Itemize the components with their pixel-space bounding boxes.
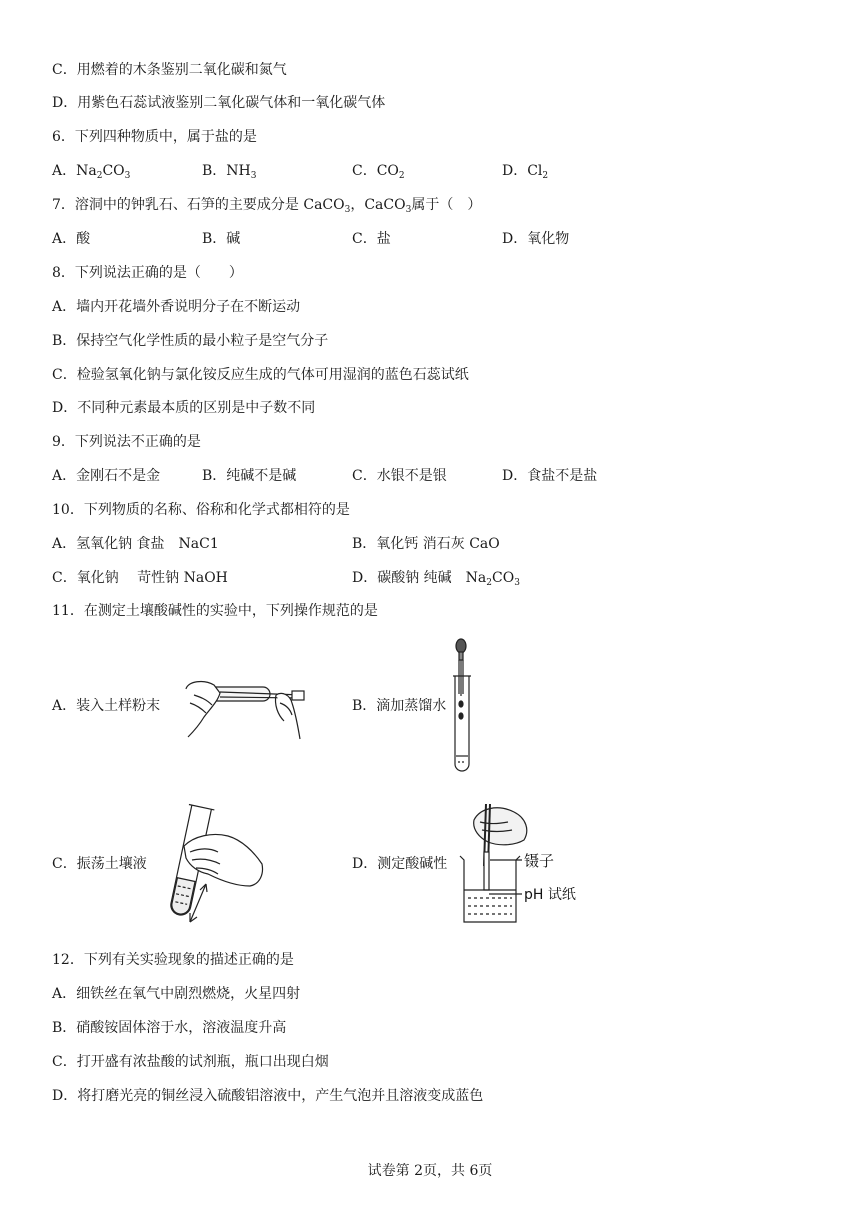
q12-stem: 12．下列有关实验现象的描述正确的是 xyxy=(52,952,294,968)
q9-stem: 9．下列说法不正确的是 xyxy=(52,434,201,450)
q10-stem: 10．下列物质的名称、俗称和化学式都相符的是 xyxy=(52,502,350,518)
q12-option-c: C．打开盛有浓盐酸的试剂瓶，瓶口出现白烟 xyxy=(52,1054,329,1070)
q6-option-a: A．$Na_2CO_3$ xyxy=(52,163,131,181)
q10-option-c: C．氧化钠 苛性钠 NaOH xyxy=(52,570,228,586)
q11-option-d: D．测定酸碱性 xyxy=(352,856,448,872)
q8-option-d: D．不同种元素最本质的区别是中子数不同 xyxy=(52,400,316,416)
q12-option-d: D．将打磨光亮的铜丝浸入硫酸铝溶液中，产生气泡并且溶液变成蓝色 xyxy=(52,1088,484,1104)
q6-option-d: D．$Cl_2$ xyxy=(502,163,549,181)
q11-option-b: B．滴加蒸馏水 xyxy=(352,698,447,714)
q12-option-b: B．硝酸铵固体溶于水，溶液温度升高 xyxy=(52,1020,287,1036)
q7-option-c: C．盐 xyxy=(352,231,391,247)
q7-option-a: A．酸 xyxy=(52,231,91,247)
q7-option-b: B．碱 xyxy=(202,231,241,247)
label-ph-paper: pH 试纸 xyxy=(524,887,576,903)
q10-option-d: D．碳酸钠 纯碱 $Na_2CO_3$ xyxy=(352,570,520,588)
q11-stem: 11．在测定土壤酸碱性的实验中，下列操作规范的是 xyxy=(52,603,378,619)
q6-option-c: C．$CO_2$ xyxy=(352,163,405,181)
q11-option-c: C．振荡土壤液 xyxy=(52,856,147,872)
label-tweezers: 镊子 xyxy=(524,852,555,870)
q5-option-d: D．用紫色石蕊试液鉴别二氧化碳气体和一氧化碳气体 xyxy=(52,95,386,111)
q8-option-a: A．墙内开花墙外香说明分子在不断运动 xyxy=(52,299,301,315)
q9-option-b: B．纯碱不是碱 xyxy=(202,468,297,484)
q9-option-c: C．水银不是银 xyxy=(352,468,447,484)
q6-stem: 6．下列四种物质中，属于盐的是 xyxy=(52,129,257,145)
q8-option-c: C．检验氢氧化钠与氯化铵反应生成的气体可用湿润的蓝色石蕊试纸 xyxy=(52,367,469,383)
q11-option-a: A．装入土样粉末 xyxy=(52,698,161,714)
illustration-loading-soil-powder xyxy=(180,675,310,745)
q5-option-c: C．用燃着的木条鉴别二氧化碳和氮气 xyxy=(52,62,287,78)
q9-option-d: D．食盐不是盐 xyxy=(502,468,598,484)
illustration-shaking-soil-liquid xyxy=(150,802,270,924)
q6-option-b: B．$NH_3$ xyxy=(202,163,257,181)
q8-stem: 8．下列说法正确的是（ ） xyxy=(52,265,243,281)
q12-option-a: A．细铁丝在氧气中剧烈燃烧，火星四射 xyxy=(52,986,301,1002)
q8-option-b: B．保持空气化学性质的最小粒子是空气分子 xyxy=(52,333,329,349)
q10-option-b: B．氧化钙 消石灰 CaO xyxy=(352,536,500,552)
q10-option-a: A．氢氧化钠 食盐 NaC1 xyxy=(52,536,219,552)
illustration-measuring-ph xyxy=(458,800,590,926)
q9-option-a: A．金刚石不是金 xyxy=(52,468,161,484)
illustration-adding-distilled-water xyxy=(446,636,482,776)
q7-stem: 7．溶洞中的钟乳石、石笋的主要成分是 CaCO$_3$，CaCO$_3$属于（ ） xyxy=(52,197,482,215)
page-footer: 试卷第 2页，共 6页 xyxy=(367,1163,493,1179)
q7-option-d: D．氧化物 xyxy=(502,231,570,247)
